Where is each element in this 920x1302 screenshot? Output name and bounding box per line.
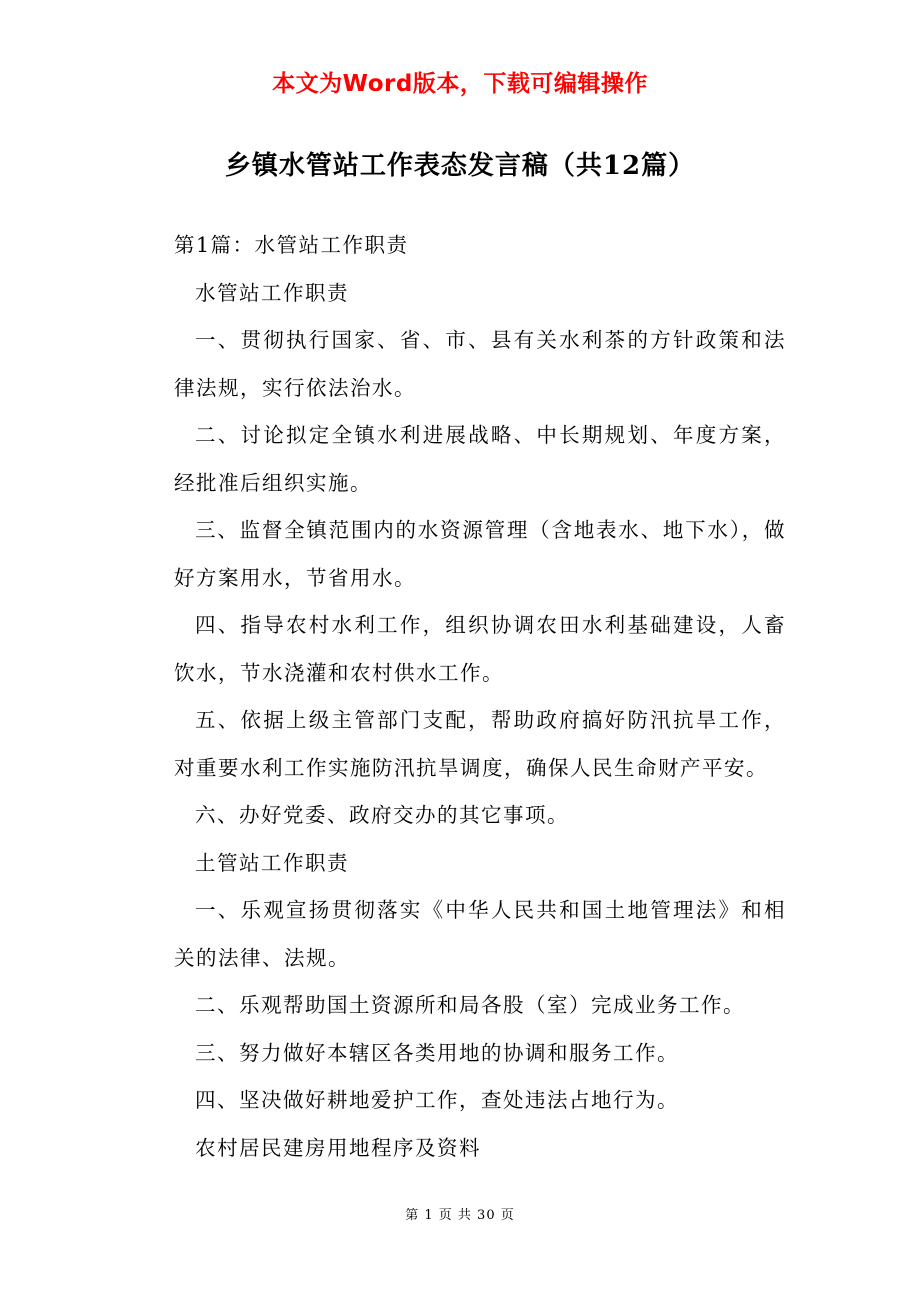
paragraph: 六、办好党委、政府交办的其它事项。	[195, 803, 569, 827]
paragraph: 四、坚决做好耕地爱护工作，查处违法占地行为。	[195, 1088, 679, 1112]
document-body	[174, 222, 786, 1172]
page-number-footer: 第 1 页 共 30 页	[405, 1208, 515, 1223]
paragraph: 三、努力做好本辖区各类用地的协调和服务工作。	[195, 1040, 679, 1065]
paragraph: 五、依据上级主管部门支配，帮助政府搞好防汛抗旱工作，对重要水利工作实施防汛抗旱调度，确保人民生命财产平安。	[174, 708, 786, 780]
paragraph: 三、监督全镇范围内的水资源管理（含地表水、地下水），做好方案用水，节省用水。	[174, 518, 786, 590]
paragraph: 二、讨论拟定全镇水利进展战略、中长期规划、年度方案，经批准后组织实施。	[174, 423, 786, 495]
paragraph-housing-heading: 农村居民建房用地程序及资料	[195, 1135, 481, 1160]
paragraph-water-station-heading: 水管站工作职责	[195, 280, 349, 305]
download-banner: 本文为Word版本，下载可编辑操作	[272, 71, 648, 97]
document-title: 乡镇水管站工作表态发言稿（共12篇）	[224, 151, 696, 181]
paragraph: 一、贯彻执行国家、省、市、县有关水利茶的方针政策和法律法规，实行依法治水。	[174, 328, 786, 400]
paragraph-land-station-heading: 土管站工作职责	[195, 850, 349, 875]
paragraph: 一、乐观宣扬贯彻落实《中华人民共和国土地管理法》和相关的法律、法规。	[174, 898, 786, 970]
section-heading: 第1篇：水管站工作职责	[174, 233, 409, 257]
paragraph: 二、乐观帮助国土资源所和局各股（室）完成业务工作。	[195, 993, 745, 1017]
paragraph: 四、指导农村水利工作，组织协调农田水利基础建设，人畜饮水，节水浇灌和农村供水工作。	[174, 613, 786, 685]
